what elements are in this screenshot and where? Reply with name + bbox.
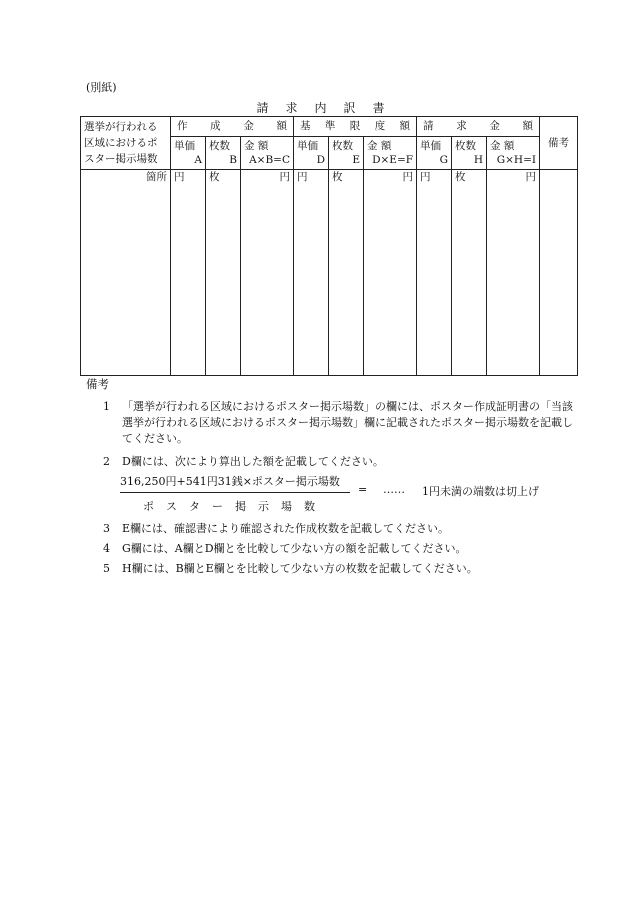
data-cell xyxy=(329,170,364,376)
subheader-code: G×H=I xyxy=(496,154,537,166)
data-cell xyxy=(487,170,540,376)
note-item xyxy=(103,521,573,537)
unit-label: 円 xyxy=(174,171,185,183)
subheader-cell xyxy=(206,137,241,170)
subheader-cell xyxy=(171,137,206,170)
subheader-cell xyxy=(241,137,294,170)
note-number: 4 xyxy=(103,542,110,555)
unit-label: 円 xyxy=(279,171,291,183)
location-header-text: 選挙が行われる区域におけるポスター掲示場数 xyxy=(84,121,158,165)
group-header-char: 額 xyxy=(399,120,411,132)
note-item xyxy=(103,454,573,470)
group-header-char: 求 xyxy=(456,120,467,132)
data-row xyxy=(81,170,578,376)
header-row-1 xyxy=(81,117,578,137)
subheader-label: 単価 xyxy=(174,140,195,152)
formula-fraction xyxy=(120,473,350,514)
subheader-code: A xyxy=(194,154,202,166)
subheader-code: B xyxy=(229,154,237,166)
data-cell xyxy=(364,170,417,376)
group-header-char: 度 xyxy=(374,120,386,132)
subheader-code: H xyxy=(473,154,484,166)
remarks-header: 備考 xyxy=(540,117,578,170)
group-header-char: 請 xyxy=(423,120,434,132)
note-text: G欄には、A欄とD欄とを比較して少ない方の額を記載してください。 xyxy=(122,542,467,555)
unit-label: 円 xyxy=(525,171,537,183)
note-number: 5 xyxy=(103,562,110,575)
group-header-production xyxy=(171,117,294,137)
unit-label: 箇所 xyxy=(146,171,167,183)
data-cell xyxy=(81,170,171,376)
unit-label: 枚 xyxy=(209,171,220,183)
group-header-char: 額 xyxy=(276,120,288,132)
subheader-cell xyxy=(487,137,540,170)
subheader-code: D×E=F xyxy=(372,154,414,166)
note-text: D欄には、次により算出した額を記載してください。 xyxy=(122,455,384,468)
subheader-cell xyxy=(417,137,452,170)
subheader-label: 枚数 xyxy=(209,140,230,152)
note-text: 「選挙が行われる区域におけるポスター掲示場数」の欄には、ポスター作成証明書の「当該選挙が行われる区域におけるポスター掲示場数」欄に記載されたポスター掲示場数を記載してください。 xyxy=(122,400,573,445)
group-header-char: 基 xyxy=(300,120,311,132)
group-header-char: 限 xyxy=(349,120,361,132)
note-item xyxy=(103,541,573,557)
unit-label: 円 xyxy=(297,171,308,183)
note-number: 3 xyxy=(103,522,110,535)
unit-label: 円 xyxy=(402,171,414,183)
note-text: E欄には、確認書により確認された作成枚数を記載してください。 xyxy=(122,522,450,535)
group-header-char: 成 xyxy=(210,120,221,132)
rounding-note: 1円未満の端数は切上げ xyxy=(422,485,539,498)
subheader-label: 単価 xyxy=(420,140,442,152)
subheader-code: E xyxy=(352,154,361,166)
data-cell xyxy=(294,170,329,376)
note-item xyxy=(103,399,573,447)
subheader-cell xyxy=(294,137,329,170)
subheader-cell xyxy=(329,137,364,170)
document-title: 請求内訳書 xyxy=(256,101,402,115)
subheader-cell xyxy=(452,137,487,170)
subheader-label: 金 額 xyxy=(367,140,392,152)
subheader-label: 金 額 xyxy=(490,140,515,152)
subheader-code: A×B=C xyxy=(249,154,291,166)
location-header xyxy=(81,117,171,170)
unit-label: 円 xyxy=(420,171,431,183)
subheader-code: D xyxy=(316,154,326,166)
claim-breakdown-table xyxy=(80,116,578,376)
group-header-char: 金 xyxy=(243,120,254,132)
subheader-label: 金 額 xyxy=(244,140,269,152)
formula-numerator: 316,250円+541円31銭×ポスター掲示場数 xyxy=(120,473,350,493)
group-header-char: 作 xyxy=(177,120,188,132)
formula-denominator: ポスター掲示場数 xyxy=(143,500,327,513)
note-number: 2 xyxy=(103,455,110,468)
subheader-code: G xyxy=(439,154,449,166)
group-header-char: 金 xyxy=(489,120,500,132)
data-cell xyxy=(171,170,206,376)
data-cell xyxy=(452,170,487,376)
group-header-char: 準 xyxy=(324,120,336,132)
group-header-char: 額 xyxy=(522,120,534,132)
remarks-cell xyxy=(540,170,578,376)
group-header-claim xyxy=(417,117,540,137)
note-number: 1 xyxy=(103,400,110,413)
subheader-label: 単価 xyxy=(297,140,319,152)
unit-label: 枚 xyxy=(455,171,466,183)
unit-label: 枚 xyxy=(332,171,343,183)
data-cell xyxy=(417,170,452,376)
data-cell xyxy=(206,170,241,376)
subheader-label: 枚数 xyxy=(455,140,477,152)
notes-heading: 備考 xyxy=(86,377,109,391)
formula-dots: …… xyxy=(383,483,405,496)
note-item xyxy=(103,561,573,577)
note-text: H欄には、B欄とE欄とを比較して少ない方の枚数を記載してください。 xyxy=(122,562,478,575)
subheader-cell xyxy=(364,137,417,170)
attachment-label: (別紙) xyxy=(86,81,117,94)
data-cell xyxy=(241,170,294,376)
formula-equals: = xyxy=(358,483,368,496)
group-header-limit xyxy=(294,117,417,137)
subheader-label: 枚数 xyxy=(332,140,354,152)
